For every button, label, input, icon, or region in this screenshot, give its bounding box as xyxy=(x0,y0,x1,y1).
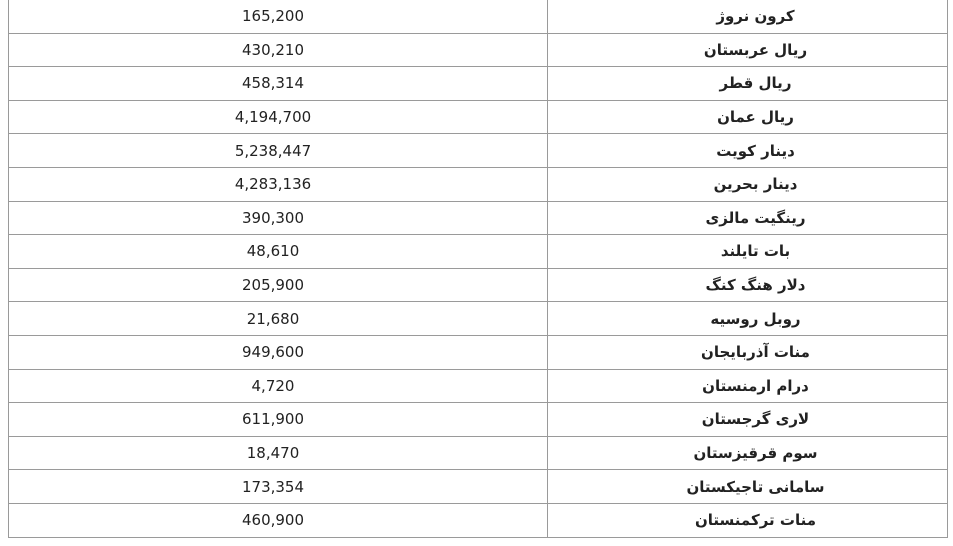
currency-price-table xyxy=(8,0,948,538)
table-row xyxy=(9,0,948,33)
currency-name-cell xyxy=(548,470,948,504)
currency-name: کرون نروژ xyxy=(716,7,795,26)
price-value: 949,600 xyxy=(241,343,305,362)
currency-name: سامانی تاجیکستان xyxy=(686,477,825,496)
price-value: 173,354 xyxy=(241,477,305,496)
price-cell xyxy=(9,503,548,537)
price-value: 4,283,136 xyxy=(234,175,312,194)
table-row xyxy=(9,302,948,336)
price-cell xyxy=(9,369,548,403)
price-value: 205,900 xyxy=(241,276,305,295)
price-cell xyxy=(9,167,548,201)
table-row xyxy=(9,268,948,302)
table-row xyxy=(9,503,948,537)
price-cell xyxy=(9,302,548,336)
table-row xyxy=(9,67,948,101)
table-row xyxy=(9,201,948,235)
currency-name: روبل روسیه xyxy=(710,309,801,328)
currency-name: منات ترکمنستان xyxy=(694,511,817,530)
table-row xyxy=(9,403,948,437)
currency-name: ریال قطر xyxy=(719,74,792,93)
currency-name-cell xyxy=(548,167,948,201)
currency-name-cell xyxy=(548,67,948,101)
price-value: 611,900 xyxy=(241,410,305,429)
currency-name-cell xyxy=(548,0,948,33)
currency-name: درام ارمنستان xyxy=(702,376,809,395)
price-value: 5,238,447 xyxy=(234,141,312,160)
price-value: 458,314 xyxy=(241,74,305,93)
currency-name: لاری گرجستان xyxy=(701,410,810,429)
price-value: 390,300 xyxy=(241,208,305,227)
price-cell xyxy=(9,436,548,470)
price-value: 4,720 xyxy=(251,376,295,395)
currency-price-table-container xyxy=(8,0,946,538)
currency-name-cell xyxy=(548,436,948,470)
table-row xyxy=(9,235,948,269)
price-cell xyxy=(9,268,548,302)
price-cell xyxy=(9,100,548,134)
currency-name: بات تایلند xyxy=(720,242,791,261)
price-value: 430,210 xyxy=(241,40,305,59)
currency-name-cell xyxy=(548,503,948,537)
currency-name-cell xyxy=(548,369,948,403)
currency-name: سوم قرقیزستان xyxy=(693,444,818,463)
price-value: 460,900 xyxy=(241,511,305,530)
currency-name-cell xyxy=(548,201,948,235)
price-cell xyxy=(9,403,548,437)
price-cell xyxy=(9,335,548,369)
currency-name-cell xyxy=(548,268,948,302)
currency-name: دینار کویت xyxy=(716,141,795,160)
currency-name: رینگیت مالزی xyxy=(705,208,806,227)
price-cell xyxy=(9,0,548,33)
price-cell xyxy=(9,235,548,269)
table-row xyxy=(9,436,948,470)
price-cell xyxy=(9,134,548,168)
currency-name: منات آذربایجان xyxy=(701,343,810,362)
price-cell xyxy=(9,33,548,67)
currency-name: دینار بحرین xyxy=(713,175,798,194)
price-value: 4,194,700 xyxy=(234,108,312,127)
table-row xyxy=(9,167,948,201)
table-row xyxy=(9,134,948,168)
price-value: 18,470 xyxy=(246,444,300,463)
currency-name-cell xyxy=(548,403,948,437)
table-row xyxy=(9,470,948,504)
price-value: 48,610 xyxy=(246,242,300,261)
currency-name-cell xyxy=(548,235,948,269)
currency-name-cell xyxy=(548,33,948,67)
price-cell xyxy=(9,67,548,101)
price-cell xyxy=(9,470,548,504)
price-value: 165,200 xyxy=(241,7,305,26)
price-cell xyxy=(9,201,548,235)
price-value: 21,680 xyxy=(246,309,300,328)
currency-name: ریال عمان xyxy=(717,108,794,127)
table-row xyxy=(9,369,948,403)
currency-name-cell xyxy=(548,302,948,336)
currency-name: دلار هنگ کنگ xyxy=(705,276,806,295)
currency-name-cell xyxy=(548,134,948,168)
currency-name: ریال عربستان xyxy=(703,40,808,59)
table-row xyxy=(9,100,948,134)
currency-name-cell xyxy=(548,100,948,134)
currency-name-cell xyxy=(548,335,948,369)
table-row xyxy=(9,335,948,369)
table-row xyxy=(9,33,948,67)
